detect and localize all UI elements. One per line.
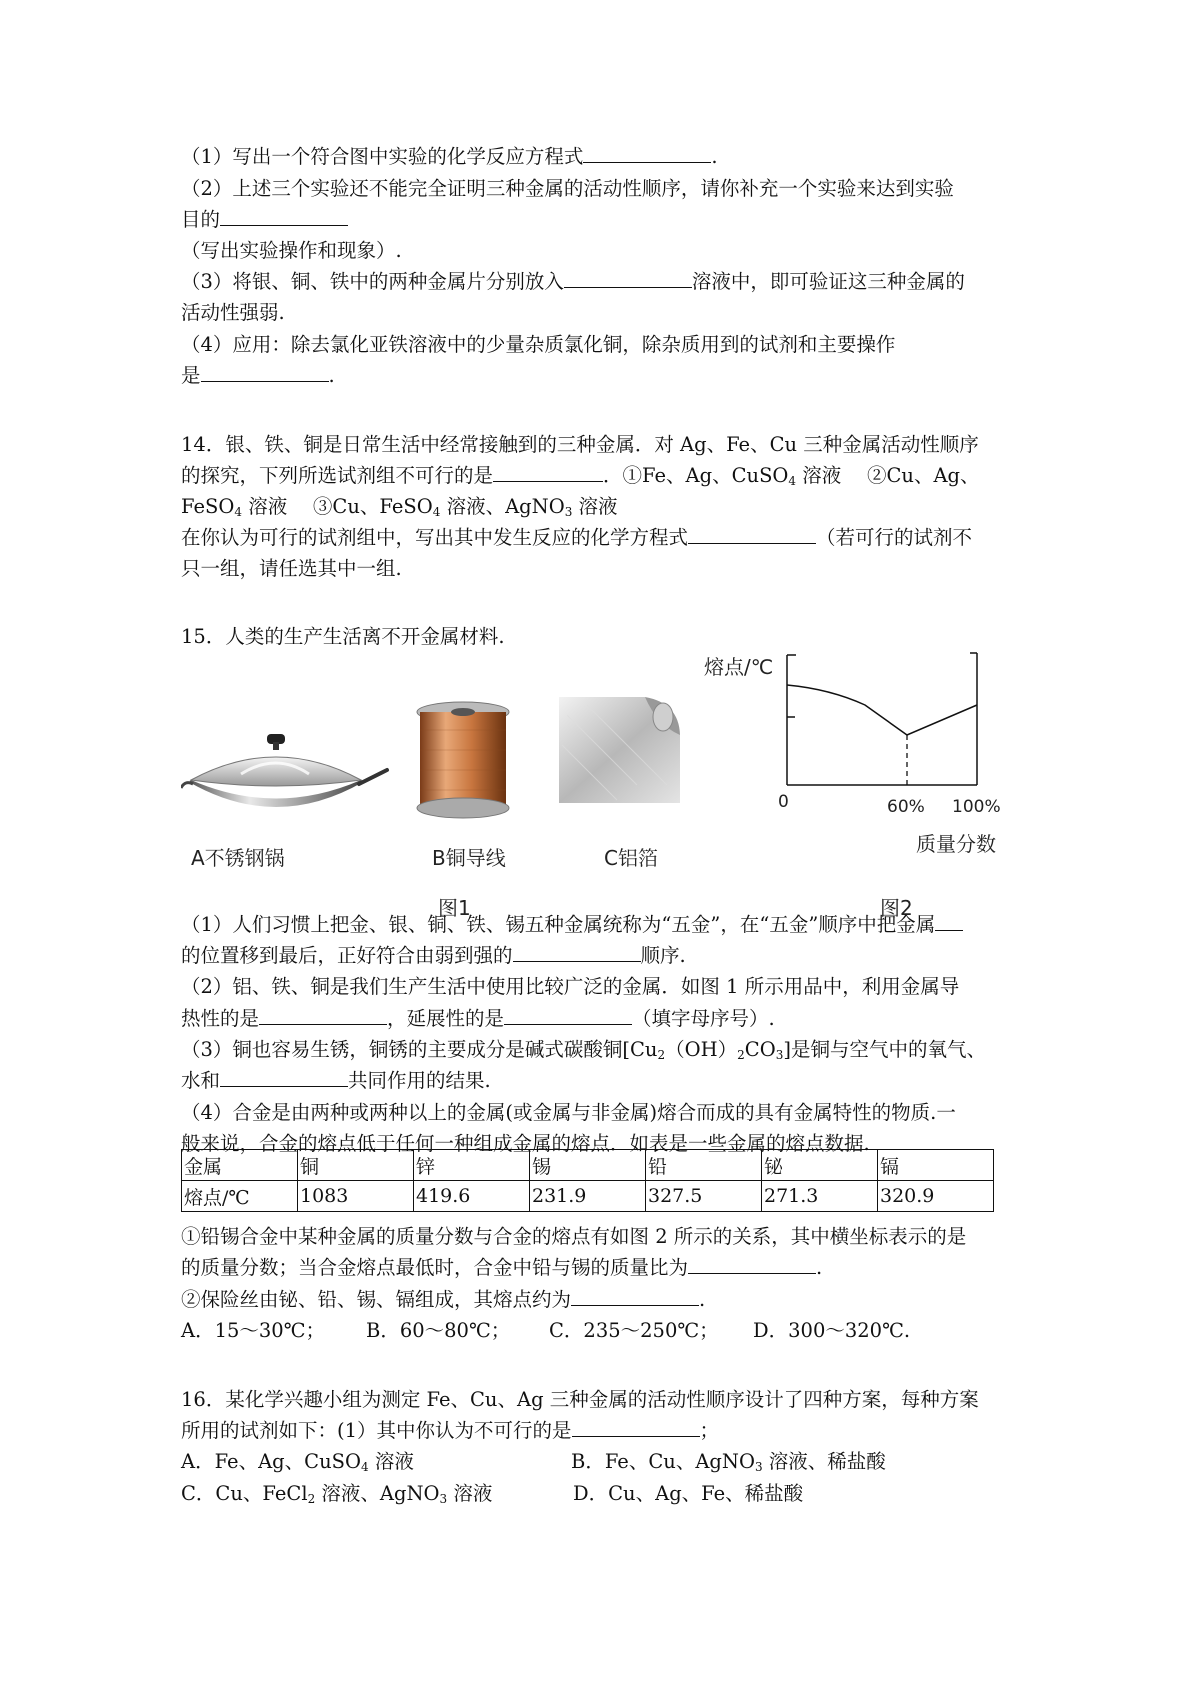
fig1-label-b: B铜导线: [432, 846, 506, 870]
answer-blank[interactable]: [688, 1253, 816, 1274]
q16-option-a[interactable]: A．Fe、Ag、CuSO$_4$ 溶液: [181, 1450, 414, 1474]
table-cell: 铜: [298, 1150, 414, 1181]
q13-part3-line2: 活动性强弱.: [181, 301, 285, 324]
q13-part3-line1: （3）将银、铜、铁中的两种金属片分别放入 溶液中，即可验证这三种金属的: [181, 267, 965, 297]
table-header-row: [182, 1150, 994, 1181]
table-cell: 金属: [182, 1150, 298, 1181]
q13-part4-line2: 是 .: [181, 361, 335, 391]
fig2-melting-point-chart: [700, 645, 1020, 870]
q15-part3-line1: （3）铜也容易生锈，铜锈的主要成分是碱式碳酸铜$[Cu_2(OH)_2CO_3]$是铜与空气中的氧气、: [181, 1038, 986, 1062]
fig2-curve: [787, 685, 977, 735]
table-cell: 镉: [878, 1150, 994, 1181]
q15-part4-line2: 般来说，合金的熔点低于任何一种组成金属的熔点．如表是一些金属的熔点数据.: [181, 1132, 870, 1155]
q15-sub2: ②保险丝由铋、铅、锡、镉组成，其熔点约为 .: [181, 1285, 705, 1315]
q15-part2-line1: （2）铝、铁、铜是我们生产生活中使用比较广泛的金属．如图 1 所示用品中，利用金属导: [181, 975, 960, 998]
table-cell: 1083: [298, 1181, 414, 1212]
q14-line5: 只一组，请任选其中一组.: [181, 557, 402, 580]
fig2-tick-100: 100%: [952, 797, 1001, 817]
q15-part2-line2: 热性的是 ，延展性的是 （填字母序号）.: [181, 1004, 775, 1034]
q15-part3-line2: 水和 共同作用的结果.: [181, 1066, 491, 1096]
answer-blank[interactable]: [504, 1004, 632, 1025]
fig2-tick-0: 0: [778, 792, 789, 812]
answer-blank[interactable]: [513, 941, 641, 962]
q15-sub1-line2: 的质量分数；当合金熔点最低时，合金中铅与锡的质量比为 .: [181, 1253, 822, 1283]
answer-blank[interactable]: [583, 142, 711, 163]
answer-blank[interactable]: [493, 461, 603, 482]
q13-part1: （1）写出一个符合图中实验的化学反应方程式 .: [181, 142, 718, 172]
q16-option-c[interactable]: C．Cu、FeCl$_2$ 溶液、AgNO$_3$ 溶液: [181, 1482, 493, 1506]
q16-option-d[interactable]: D．Cu、Ag、Fe、稀盐酸: [573, 1482, 804, 1505]
answer-blank[interactable]: [564, 267, 692, 288]
fig1-label-c: C铝箔: [604, 846, 658, 870]
answer-blank[interactable]: [571, 1285, 699, 1306]
q15-part4-line1: （4）合金是由两种或两种以上的金属(或金属与非金属)熔合而成的具有金属特性的物质.一: [181, 1101, 956, 1124]
table-cell: 铅: [646, 1150, 762, 1181]
table-row: [182, 1181, 994, 1212]
fig2-ylabel: 熔点/℃: [704, 655, 774, 679]
table-cell: 327.5: [646, 1181, 762, 1212]
table-cell: 320.9: [878, 1181, 994, 1212]
q15-part1-line2: 的位置移到最后，正好符合由弱到强的 顺序.: [181, 941, 686, 971]
table-cell: 铋: [762, 1150, 878, 1181]
table-cell: 锡: [530, 1150, 646, 1181]
table-cell: 271.3: [762, 1181, 878, 1212]
fig2-caption: 图2: [880, 896, 913, 920]
stainless-steel-wok-illustration: [181, 722, 391, 822]
q15-sub1-line1: ①铅锡合金中某种金属的质量分数与合金的熔点有如图 2 所示的关系，其中横坐标表示的是: [181, 1225, 967, 1248]
option-d[interactable]: D．300～320℃.: [753, 1319, 911, 1342]
q15-intro: 15．人类的生产生活离不开金属材料.: [181, 625, 505, 648]
fig2-tick-60: 60%: [887, 797, 925, 817]
answer-blank[interactable]: [935, 910, 963, 931]
answer-blank[interactable]: [220, 205, 348, 226]
answer-blank[interactable]: [259, 1004, 387, 1025]
q16-line1: 16．某化学兴趣小组为测定 Fe、Cu、Ag 三种金属的活动性顺序设计了四种方案，每种方案: [181, 1388, 979, 1411]
answer-blank[interactable]: [220, 1066, 348, 1087]
q16-option-b[interactable]: B．Fe、Cu、AgNO$_3$ 溶液、稀盐酸: [571, 1450, 886, 1474]
fig2-xlabel: 质量分数: [916, 832, 996, 856]
aluminum-foil-roll-illustration: [557, 695, 682, 805]
table-cell: 熔点/℃: [182, 1181, 298, 1212]
q16-line2: 所用的试剂如下：(1）其中你认为不可行的是 ；: [181, 1416, 719, 1446]
q13-part2-line1: （2）上述三个实验还不能完全证明三种金属的活动性顺序，请你补充一个实验来达到实验: [181, 177, 954, 200]
q13-part2-line2: 目的: [181, 205, 348, 235]
answer-blank[interactable]: [572, 1416, 700, 1437]
table-cell: 231.9: [530, 1181, 646, 1212]
fig1-caption: 图1: [438, 896, 471, 920]
table-cell: 419.6: [414, 1181, 530, 1212]
option-c[interactable]: C．235～250℃；: [549, 1319, 719, 1342]
q15-options: [181, 1316, 910, 1346]
answer-blank[interactable]: [201, 361, 329, 382]
option-a[interactable]: A．15～30℃；: [181, 1319, 326, 1342]
q15-part1-line1: （1）人们习惯上把金、银、铜、铁、锡五种金属统称为“五金”，在“五金”顺序中把金属: [181, 910, 963, 940]
fig1-label-a: A不锈钢锅: [191, 846, 285, 870]
q14-line1: 14．银、铁、铜是日常生活中经常接触到的三种金属．对 Ag、Fe、Cu 三种金属活动性顺序: [181, 433, 979, 456]
copper-wire-spool-illustration: [412, 700, 514, 820]
option-b[interactable]: B．60～80℃；: [366, 1319, 511, 1342]
q13-part2-line3: （写出实验操作和现象）.: [181, 239, 402, 262]
melting-point-table: [181, 1149, 994, 1212]
q14-line3: FeSO$_4$ 溶液 ③Cu、FeSO$_4$ 溶液、AgNO$_3$ 溶液: [181, 495, 618, 519]
q14-line2: 的探究，下列所选试剂组不可行的是 ．①Fe、Ag、CuSO$_4$ 溶液 ②Cu、Ag、: [181, 461, 980, 491]
q13-part4-line1: （4）应用：除去氯化亚铁溶液中的少量杂质氯化铜，除杂质用到的试剂和主要操作: [181, 333, 896, 356]
answer-blank[interactable]: [688, 523, 816, 544]
q14-line4: 在你认为可行的试剂组中，写出其中发生反应的化学方程式 （若可行的试剂不: [181, 523, 972, 553]
table-cell: 锌: [414, 1150, 530, 1181]
